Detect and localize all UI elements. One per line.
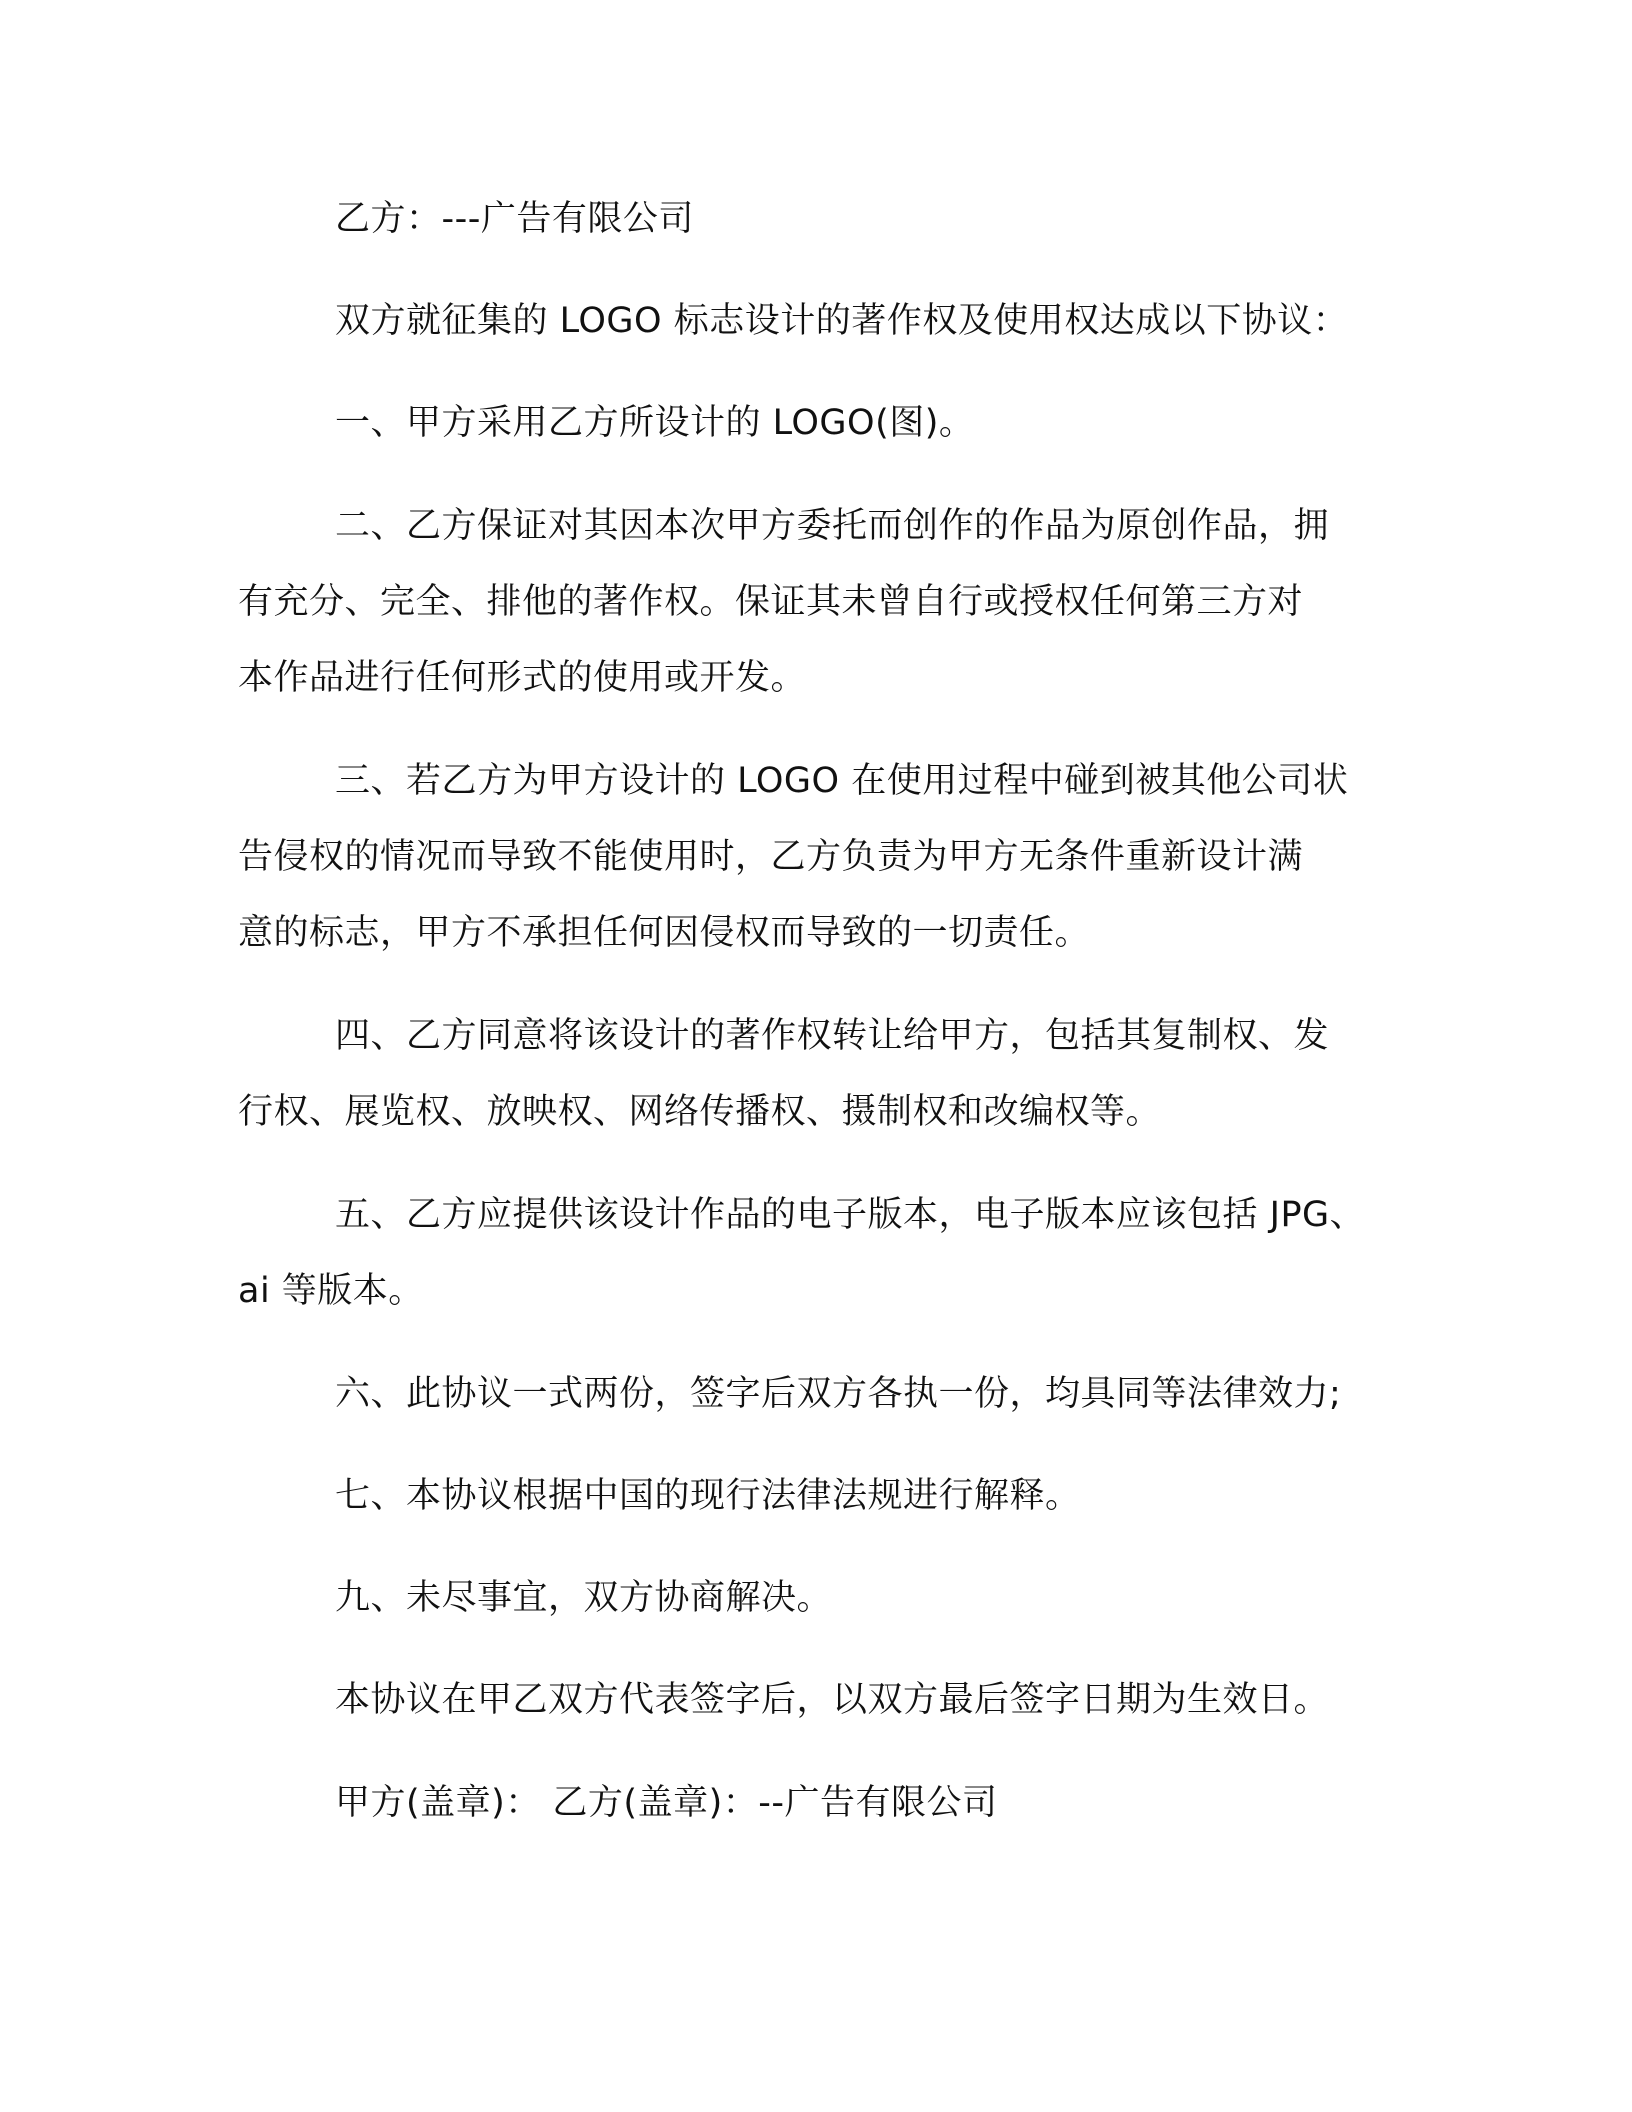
clause-2-line-3: 本作品进行任何形式的使用或开发。: [238, 658, 807, 698]
effective-date-clause: 本协议在甲乙双方代表签字后，以双方最后签字日期为生效日。: [335, 1680, 1330, 1720]
clause-3-line-3: 意的标志，甲方不承担任何因侵权而导致的一切责任。: [238, 913, 1091, 953]
clause-3-line-1: 三、若乙方为甲方设计的 LOGO 在使用过程中碰到被其他公司状: [335, 761, 1349, 801]
clause-4-line-1: 四、乙方同意将该设计的著作权转让给甲方，包括其复制权、发: [335, 1016, 1330, 1056]
clause-6: 六、此协议一式两份，签字后双方各执一份，均具同等法律效力;: [335, 1374, 1342, 1414]
clause-2-line-1: 二、乙方保证对其因本次甲方委托而创作的作品为原创作品，拥: [335, 506, 1330, 546]
clause-5-line-2: ai 等版本。: [238, 1271, 424, 1311]
clause-4-line-2: 行权、展览权、放映权、网络传播权、摄制权和改编权等。: [238, 1092, 1162, 1132]
signature-line: 甲方(盖章)： 乙方(盖章)：--广告有限公司: [335, 1783, 998, 1823]
clause-9: 九、未尽事宜，双方协商解决。: [335, 1578, 833, 1618]
clause-7: 七、本协议根据中国的现行法律法规进行解释。: [335, 1476, 1081, 1516]
clause-3-line-2: 告侵权的情况而导致不能使用时，乙方负责为甲方无条件重新设计满: [238, 837, 1304, 877]
clause-5-line-1: 五、乙方应提供该设计作品的电子版本，电子版本应该包括 JPG、: [335, 1195, 1366, 1235]
agreement-intro: 双方就征集的 LOGO 标志设计的著作权及使用权达成以下协议：: [335, 301, 1349, 341]
clause-2-line-2: 有充分、完全、排他的著作权。保证其未曾自行或授权任何第三方对: [238, 582, 1304, 622]
party-b-line: 乙方：---广告有限公司: [335, 199, 694, 239]
clause-1: 一、甲方采用乙方所设计的 LOGO(图)。: [335, 403, 975, 443]
